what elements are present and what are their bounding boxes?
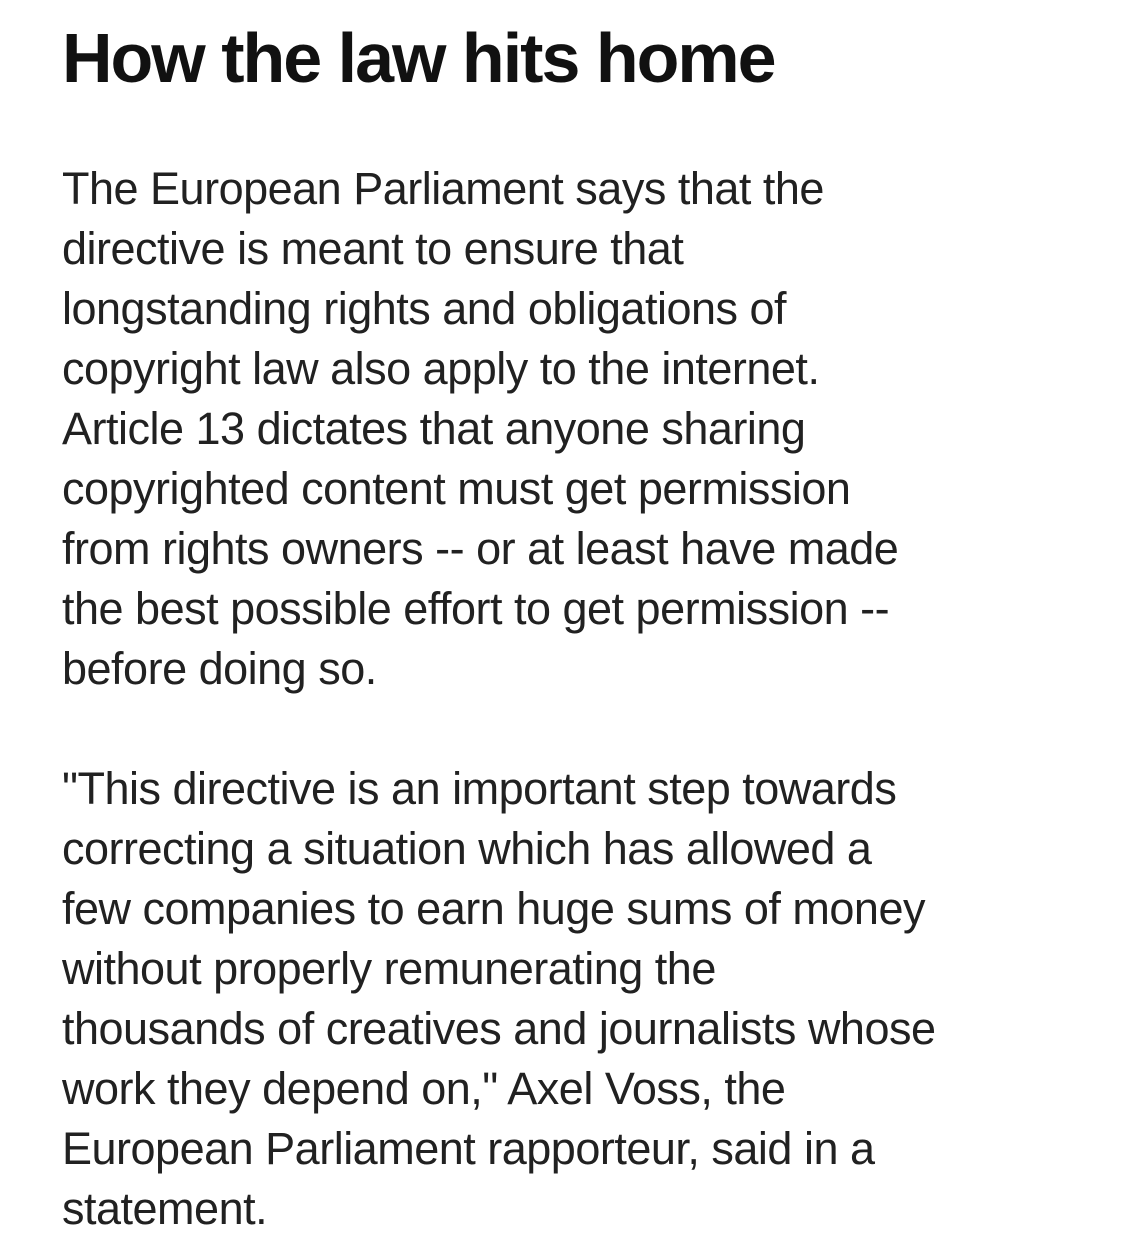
paragraph-line: without properly remunerating the — [62, 943, 716, 994]
section-heading: How the law hits home — [62, 19, 775, 97]
paragraph-line: correcting a situation which has allowed a — [62, 823, 872, 874]
paragraph-line: copyright law also apply to the internet. — [62, 343, 820, 394]
paragraph-line: the best possible effort to get permission -- — [62, 583, 890, 634]
paragraph-line: European Parliament rapporteur, said in a — [62, 1123, 875, 1174]
paragraph-line: before doing so. — [62, 643, 377, 694]
paragraph-line: few companies to earn huge sums of money — [62, 883, 925, 934]
paragraph-line: "This directive is an important step towards — [62, 763, 897, 814]
paragraph-line: The European Parliament says that the — [62, 163, 824, 214]
paragraph — [62, 159, 1063, 699]
paragraph-line: longstanding rights and obligations of — [62, 283, 787, 334]
paragraph-line: from rights owners -- or at least have made — [62, 523, 899, 574]
paragraph-line: work they depend on," Axel Voss, the — [62, 1063, 786, 1114]
paragraph-line: Article 13 dictates that anyone sharing — [62, 403, 806, 454]
paragraph-line: directive is meant to ensure that — [62, 223, 684, 274]
paragraph — [62, 759, 1063, 1239]
paragraph-line: copyrighted content must get permission — [62, 463, 851, 514]
paragraph-line: statement. — [62, 1183, 268, 1234]
paragraph-line: thousands of creatives and journalists whose — [62, 1003, 936, 1054]
